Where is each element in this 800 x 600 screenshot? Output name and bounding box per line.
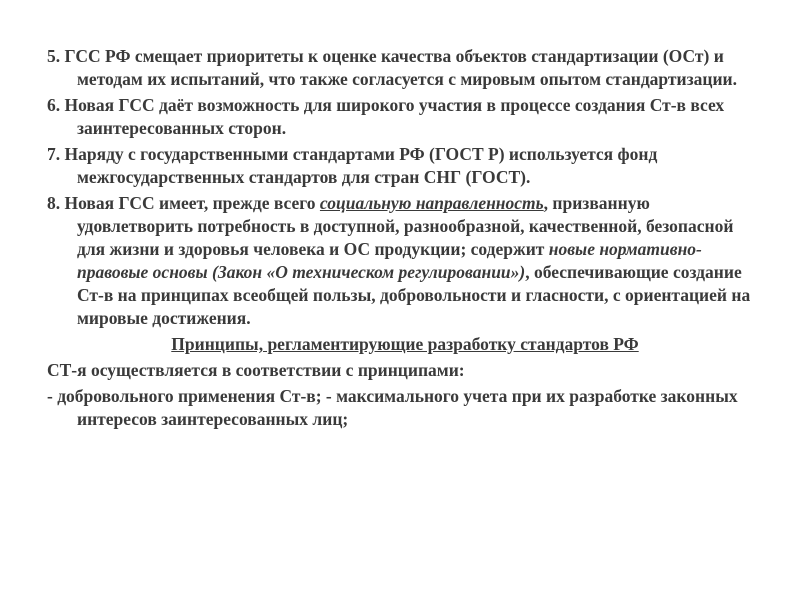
- principles-line: - добровольного применения Ст-в; - максимального учета при их разработке законных интересов заинтересованных лиц;: [47, 386, 738, 429]
- paragraph-5: 5. ГСС РФ смещает приоритеты к оценке качества объектов стандартизации (ОСт) и методам их испытаний, что также согласуется с мировым опытом стандартизации.: [47, 46, 738, 89]
- slide-content: [47, 45, 763, 434]
- social-orientation-emphasis: социальную направленность: [319, 193, 544, 213]
- paragraph-8-part2: , призванную удовлетворить потребность в доступной, разнообразной, качественной, безопасной для жизни и здоровья человека и ОС продукции; содержит: [77, 193, 734, 259]
- section-heading: Принципы, регламентирующие разработку стандартов РФ: [171, 334, 639, 354]
- paragraph-8-part1: 8. Новая ГСС имеет, прежде всего: [47, 193, 320, 213]
- intro-line: СТ-я осуществляется в соответствии с принципами:: [47, 360, 465, 380]
- legal-basis-emphasis: новые нормативно-правовые основы (Закон «О техническом регулировании»): [77, 239, 702, 282]
- paragraph-7: 7. Наряду с государственными стандартами РФ (ГОСТ Р) используется фонд межгосударственных стандартов для стран СНГ (ГОСТ).: [47, 144, 658, 187]
- paragraph-6: 6. Новая ГСС даёт возможность для широкого участия в процессе создания Ст-в всех заинтересованных сторон.: [47, 95, 725, 138]
- paragraph-8-part3: , обеспечивающие создание Ст-в на принципах всеобщей пользы, добровольности и гласности, с ориентацией на мировые достижения.: [77, 262, 751, 328]
- paragraph-8: [47, 192, 763, 330]
